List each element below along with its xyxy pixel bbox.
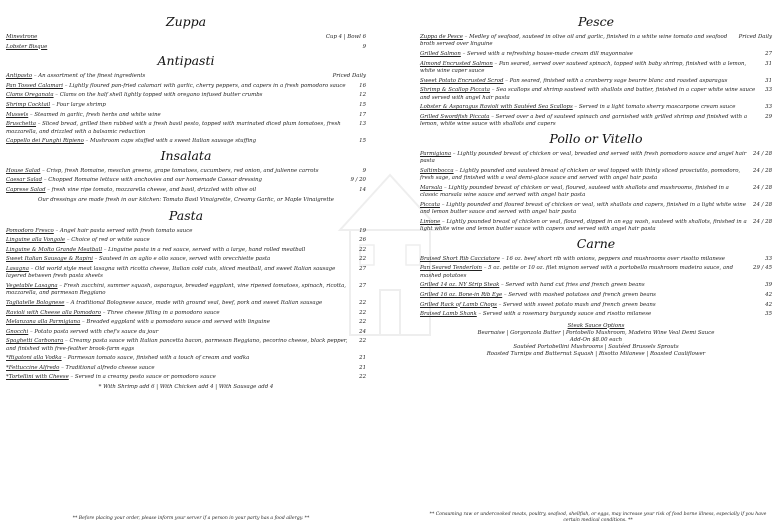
menu-item-row xyxy=(6,237,366,244)
section-heading-carne: Carne xyxy=(576,235,616,251)
menu-item xyxy=(6,374,366,381)
menu-item-price: 35 xyxy=(765,311,772,318)
menu-item-row xyxy=(6,256,366,263)
menu-item-price: 22 xyxy=(359,309,366,316)
steak-sauce-and-sides xyxy=(420,323,772,359)
menu-item-name: Tagliatelle Bolognese xyxy=(6,299,65,306)
section-heading-zuppa: Zuppa xyxy=(165,14,207,29)
menu-item-name: Sweet Italian Sausage & Rapini xyxy=(6,256,93,263)
menu-item-price: 31 xyxy=(765,60,772,67)
menu-item-row xyxy=(6,187,366,194)
menu-item-row xyxy=(420,311,772,318)
menu-item-name: Linguine & Molto Grande Meatball xyxy=(6,246,103,253)
menu-item-description: – Linguine pasta in a red sauce, served with a large, hand rolled meatball xyxy=(102,246,306,253)
menu-item xyxy=(420,265,772,280)
menu-item xyxy=(6,256,366,263)
menu-item-description: – Lightly pounded and sauteed breast of chicken or veal topped with thinly sliced prosciutto, pomodoro, fresh sage, and finished with a veal demi-glace sauce and served with angel hair pasta xyxy=(420,167,741,182)
menu-item-name: Cappello dei Funghi Ripieno xyxy=(6,138,84,145)
menu-item-text xyxy=(420,151,747,166)
menu-item-name: Minestrone xyxy=(6,34,38,40)
menu-item-name: Linguine alla Vongole xyxy=(6,237,66,244)
menu-item-row xyxy=(6,329,366,336)
menu-item xyxy=(6,247,366,254)
menu-item-text xyxy=(6,92,353,99)
menu-item-name: Marsala xyxy=(420,184,443,191)
menu-item-description: – Sea scallops and shrimp sauteed with shallots and butter, finished in a caper white wine sauce and served with angel hair pasta xyxy=(420,87,756,101)
menu-item-text xyxy=(6,247,353,254)
menu-item-price: 33 xyxy=(765,255,772,262)
menu-item xyxy=(6,83,366,90)
section-heading-pasta: Pasta xyxy=(168,207,204,223)
menu-item-row xyxy=(420,78,772,85)
menu-item xyxy=(6,34,366,41)
menu-item-price: 27 xyxy=(765,51,772,57)
menu-item-name: *Rigatoni alla Vodka xyxy=(6,355,62,362)
menu-item xyxy=(420,78,772,85)
menu-item xyxy=(6,329,366,336)
menu-item-price: 27 xyxy=(359,282,366,289)
menu-item-description: – Medley of seafood, sauteed in olive oil and garlic, finished in a white wine tomato and seafood broth served over linguine xyxy=(420,34,728,48)
menu-item xyxy=(420,185,772,200)
menu-item xyxy=(6,237,366,244)
menu-item-price: 22 xyxy=(359,319,366,326)
menu-item-row xyxy=(6,228,366,235)
menu-item-price: 27 xyxy=(359,265,366,272)
menu-item-text xyxy=(6,355,353,362)
menu-item xyxy=(420,51,772,58)
menu-item-row xyxy=(420,34,772,49)
menu-item-name: Braised Short Rib Cacciatore xyxy=(420,255,500,262)
menu-item-row xyxy=(420,185,772,200)
menu-item-price: Priced Daily xyxy=(332,73,366,80)
menu-item-name: Sweet Potato Encrusted Scrod xyxy=(420,77,504,84)
menu-item-description: – Sliced bread, grilled then rubbed with a fresh basil pesto, topped with marinated diced plum tomatoes, fresh mozzarella, and drizzled with a balsamic reduction xyxy=(6,121,341,135)
menu-item-row xyxy=(6,247,366,254)
menu-item-description: – Served with mashed potatoes and french green beans xyxy=(502,291,656,298)
menu-item-row xyxy=(6,338,366,353)
menu-item-name: Bruschetta xyxy=(6,121,37,128)
menu-item-text xyxy=(420,87,759,102)
menu-item-description: – Creamy pasta sauce with Italian pancetta bacon, parmesan Reggiano, pecorino cheese, black pepper, and finished with free-feather brook-farm eggs xyxy=(6,338,348,352)
menu-item-description: – An assortment of the finest ingredients xyxy=(32,73,146,80)
menu-item-name: Almond Encrusted Salmon xyxy=(420,60,493,67)
section-note: Our dressings are made fresh in our kitchen: Tomato Basil Vinaigrette, Creamy Garlic, or Maple Vinaigrette xyxy=(38,196,334,203)
menu-item-text xyxy=(6,300,353,307)
menu-item-name: Gnocchi xyxy=(6,328,29,335)
side-options-line: Roasted Turnips and Butternut Squash | Risotto Milanese | Roasted Cauliflower xyxy=(486,351,706,358)
menu-item-text xyxy=(420,104,759,111)
section-heading-antipasti: Antipasti xyxy=(157,53,215,69)
menu-item-text xyxy=(420,114,759,129)
menu-item xyxy=(6,228,366,235)
menu-item-row xyxy=(6,102,366,109)
menu-item-text xyxy=(420,34,733,49)
menu-item-text xyxy=(6,338,353,353)
menu-item-row xyxy=(420,51,772,58)
menu-item-name: Grilled Rack of Lamb Chops xyxy=(420,301,497,308)
menu-item-price: 9 xyxy=(362,43,366,50)
menu-item-price: 22 xyxy=(359,299,366,306)
menu-item xyxy=(6,355,366,362)
menu-item-row xyxy=(6,44,366,51)
menu-item-price: Priced Daily xyxy=(738,34,772,40)
menu-item-row xyxy=(420,168,772,183)
menu-item-row xyxy=(420,265,772,280)
steak-sauce-title: Steak Sauce Options xyxy=(567,322,625,329)
menu-item-row xyxy=(6,177,366,184)
menu-item-description: – Traditional alfredo cheese sauce xyxy=(59,364,155,371)
allergy-footer: ** Before placing your order, please inform your server if a person in your party has a food allergy. ** xyxy=(72,516,310,521)
menu-item-price: 22 xyxy=(359,374,366,381)
side-options-line: Sautéed Portobellini Mushrooms | Sautéed Brussels Sprouts xyxy=(513,344,679,351)
menu-item xyxy=(6,177,366,184)
menu-item-description: – Chopped Romaine lettuce with anchovies and our homemade Caesar dressing xyxy=(42,177,263,184)
menu-item-description: – Choice of red or white sauce xyxy=(65,237,150,244)
menu-item-name: Shrimp Cocktail xyxy=(6,101,51,108)
menu-item-text xyxy=(6,256,353,263)
menu-item-description: – Angel hair pasta served with fresh tomato sauce xyxy=(53,227,193,234)
section-heading-pesce: Pesce xyxy=(577,14,615,29)
menu-item xyxy=(420,168,772,183)
menu-item-row xyxy=(6,121,366,136)
menu-item-name: Mussels xyxy=(6,111,29,118)
menu-item-description: – Lightly pounded breast of chicken or veal, floured, sauteed with shallots and mushrooms, finished in a classic marsala wine sauce and served with angel hair pasta xyxy=(420,184,729,199)
menu-item-row xyxy=(420,256,772,263)
menu-item-row xyxy=(6,266,366,281)
menu-item-row xyxy=(420,202,772,217)
menu-item-text xyxy=(420,78,759,85)
menu-item-price: 39 xyxy=(765,282,772,289)
menu-item-row xyxy=(6,83,366,90)
menu-item-text xyxy=(6,177,344,184)
menu-item-price: 29 / 45 xyxy=(753,265,772,272)
menu-item-price: 21 xyxy=(359,364,366,371)
menu-item-price: 21 xyxy=(359,355,366,362)
menu-item-text xyxy=(6,168,357,175)
menu-item-description: – Served with hand cut fries and french green beans xyxy=(499,282,645,289)
menu-item-description: – Lightly pounded and floured breast of chicken or veal, with shallots and capers, finished in a light white wine and lemon butter sauce and served with angel hair pasta xyxy=(420,201,746,216)
right-column xyxy=(420,14,772,359)
menu-item-text xyxy=(6,121,353,136)
menu-item xyxy=(6,102,366,109)
menu-item-description: – Parmesan tomato sauce, finished with a touch of cream and vodka xyxy=(61,355,250,362)
menu-item-name: Melanzana alla Parmigiana xyxy=(6,319,81,326)
menu-item-price: 42 xyxy=(765,291,772,298)
menu-item-description: – Lightly pounded breast of chicken or veal, floured, dipped in an egg wash, sauteed with shallots, finished in a light white wine and lemon butter sauce with capers and served with angel hair pasta xyxy=(420,218,747,233)
menu-item-row xyxy=(420,104,772,111)
menu-item-text xyxy=(420,311,759,318)
menu-item-price: 15 xyxy=(359,101,366,108)
left-column xyxy=(6,14,366,395)
menu-item xyxy=(6,92,366,99)
menu-item-row xyxy=(420,282,772,289)
menu-item-description: – Pan seared, served over sauteed spinach, topped with baby shrimp, finished with a lemon, white wine caper sauce xyxy=(420,60,747,74)
menu-item-description: – Served with a rosemary burgundy sauce and risotto milanese xyxy=(476,311,652,318)
menu-item-name: *Tortellini with Cheese xyxy=(6,374,69,381)
menu-item-price: 15 xyxy=(359,138,366,145)
menu-item-text xyxy=(420,168,747,183)
menu-item-name: Braised Lamb Shank xyxy=(420,311,477,318)
menu-item-text xyxy=(6,228,353,235)
menu-item-text xyxy=(6,266,353,281)
menu-item-name: Grilled 14 oz. NY Strip Steak xyxy=(420,282,500,289)
menu-item-description: – Mushroom caps stuffed with a sweet Italian sausage stuffing xyxy=(83,138,257,145)
menu-item-text xyxy=(420,219,747,234)
menu-item-row xyxy=(420,219,772,234)
menu-item-price: 24 / 28 xyxy=(753,167,772,174)
menu-item-price: 24 xyxy=(359,328,366,335)
menu-item-description: – Pan seared, finished with a cranberry sage beurre blanc and roasted asparagus xyxy=(503,77,728,84)
menu-item-row xyxy=(6,355,366,362)
menu-item-text xyxy=(420,265,747,280)
menu-item xyxy=(6,121,366,136)
menu-item-row xyxy=(6,92,366,99)
menu-item-name: Spaghetti Carbonara xyxy=(6,338,64,345)
menu-item-description: – Sauteed in an aglio e olio sauce, served with orecchiette pasta xyxy=(92,256,271,263)
menu-item-text xyxy=(420,282,759,289)
menu-item-text xyxy=(6,73,327,80)
menu-item xyxy=(6,112,366,119)
menu-item-text xyxy=(6,187,353,194)
menu-item-description: – 16 oz. beef short rib with onions, peppers and mushrooms over risotto milanese xyxy=(499,255,725,262)
menu-item-price: 24 / 28 xyxy=(753,184,772,191)
menu-item-text xyxy=(6,283,353,298)
menu-item-description: – Three cheese filling in a pomodoro sauce xyxy=(101,309,220,316)
menu-item-price: 33 xyxy=(765,87,772,94)
menu-item xyxy=(420,61,772,76)
menu-item-name: Zuppa de Pesce xyxy=(420,34,463,40)
menu-item-price: 9 xyxy=(362,167,366,174)
menu-item-price: 31 xyxy=(765,77,772,84)
menu-item xyxy=(420,34,772,49)
menu-item xyxy=(6,338,366,353)
menu-item-row xyxy=(420,87,772,102)
menu-item-description: – Served with sweet potato mash and french green beans xyxy=(496,301,656,308)
section-note: * With Shrimp add 6 | With Chicken add 4 | With Sausage add 4 xyxy=(98,384,274,391)
menu-item-description: – Clams on the half shell lightly topped with oregano infused butter crumbs xyxy=(53,92,263,99)
menu-item-row xyxy=(6,283,366,298)
menu-item-text xyxy=(420,292,759,299)
menu-item xyxy=(6,319,366,326)
menu-item xyxy=(6,138,366,145)
menu-item-name: Caesar Salad xyxy=(6,177,43,184)
menu-item-price: 24 / 28 xyxy=(753,218,772,225)
menu-item-row xyxy=(6,168,366,175)
menu-item-name: Grilled Swordfish Piccata xyxy=(420,113,490,120)
menu-item xyxy=(420,311,772,318)
menu-item-name: Antipasto xyxy=(6,73,33,80)
menu-item-row xyxy=(6,374,366,381)
menu-item-text xyxy=(6,102,353,109)
menu-item-row xyxy=(420,302,772,309)
menu-item xyxy=(420,104,772,111)
menu-item-text xyxy=(6,319,353,326)
menu-item-description: – Served in a light tomato sherry mascarpone cream sauce xyxy=(572,104,736,111)
raw-food-footer: ** Consuming raw or undercooked meats, poultry, seafood, shellfish, or eggs, may increase your risk of food borne illness, especially if you have certain medical conditions. ** xyxy=(429,512,767,523)
menu-item-name: Grilled Salmon xyxy=(420,51,461,57)
menu-item-description: – Crisp, fresh Romaine, mesclun greens, grape tomatoes, cucumbers, red onion, and julienne carrots xyxy=(40,167,319,174)
menu-item-row xyxy=(6,73,366,80)
menu-item-price: 16 xyxy=(359,82,366,89)
menu-item-row xyxy=(420,61,772,76)
menu-item-name: Shrimp & Scallop Piccata xyxy=(420,87,491,94)
menu-item-text xyxy=(420,51,759,58)
menu-item-text xyxy=(6,329,353,336)
menu-item xyxy=(6,300,366,307)
menu-item-text xyxy=(6,83,353,90)
menu-item-row xyxy=(6,319,366,326)
menu-item-description: – fresh vine ripe tomato, mozzarella cheese, and basil, drizzled with olive oil xyxy=(45,186,257,193)
menu-item-description: – Served in a creamy pesto sauce or pomodoro sauce xyxy=(68,374,216,381)
menu-item-price: Cup 4 | Bowl 6 xyxy=(325,34,366,40)
menu-item xyxy=(6,365,366,372)
menu-item-row xyxy=(420,292,772,299)
add-on-price: Add-On $8.00 each xyxy=(569,336,623,343)
menu-item-description: – Served over a bed of sauteed spinach and garnished with grilled shrimp and finished with a lemon, white wine sauce with shallots and capers xyxy=(420,113,748,128)
menu-item xyxy=(420,256,772,263)
menu-item-row xyxy=(420,151,772,166)
menu-item xyxy=(420,114,772,129)
menu-item-description: – Breaded eggplant with a pomodoro sauce and served with linguine xyxy=(80,319,270,326)
menu-item-description: – Fresh zucchini, summer squash, asparagus, breaded eggplant, vine ripened tomatoes, spinach, ricotta, mozzarella, and parmesan Reggiano xyxy=(6,282,347,297)
menu-item-name: Grilled 16 oz. Bone-in Rib Eye xyxy=(420,291,503,298)
menu-item-description: – Steamed in garlic, fresh herbs and white wine xyxy=(28,111,161,118)
menu-item xyxy=(6,44,366,51)
section-heading-insalata: Insalata xyxy=(160,147,212,163)
menu-item xyxy=(420,202,772,217)
menu-item-text xyxy=(420,202,747,217)
menu-item xyxy=(420,302,772,309)
menu-item-row xyxy=(6,365,366,372)
menu-item-name: Vegetable Lasagna xyxy=(6,282,58,289)
menu-item-description: – Served with a refreshing house-made cream dill mayonnaise xyxy=(460,51,633,57)
menu-item-name: Lobster Bisque xyxy=(6,43,48,50)
menu-item-text xyxy=(420,185,747,200)
menu-item-row xyxy=(6,300,366,307)
menu-item-price: 22 xyxy=(359,246,366,253)
menu-item-description: – 5 oz. petite or 10 oz. filet mignon served with a portobello mushroom madeira sauce, and mashed potatoes xyxy=(420,265,734,279)
menu-item-text xyxy=(6,112,353,119)
menu-item-text xyxy=(420,256,759,263)
menu-item xyxy=(420,87,772,102)
menu-item-name: Lobster & Asparagus Ravioli with Sautéed Sea Scallops xyxy=(420,104,573,111)
menu-item-name: Limone xyxy=(420,218,441,225)
menu-item xyxy=(6,168,366,175)
menu-item-text xyxy=(6,365,353,372)
menu-item-row xyxy=(420,114,772,129)
menu-item xyxy=(420,282,772,289)
menu-item-name: Saltimbocca xyxy=(420,167,454,174)
menu-item-name: House Salad xyxy=(6,167,41,174)
section-heading-pollo-or-vitello: Pollo or Vitello xyxy=(549,130,643,146)
menu-item-text xyxy=(6,374,353,381)
menu-item-price: 22 xyxy=(359,338,366,345)
menu-item-text xyxy=(6,310,353,317)
menu-item-price: 22 xyxy=(359,256,366,263)
menu-item-description: – Potato pasta served with chef's sauce du jour xyxy=(28,328,159,335)
menu-item-name: *Fettuccine Alfredo xyxy=(6,364,60,371)
menu-item-price: 13 xyxy=(359,121,366,128)
menu-item-text xyxy=(6,138,353,145)
menu-item-name: Pan Tossed Calamari xyxy=(6,82,63,89)
menu-item-text xyxy=(6,237,353,244)
menu-item xyxy=(420,151,772,166)
menu-item-description: – Four large shrimp xyxy=(50,101,106,108)
menu-item xyxy=(420,219,772,234)
menu-item-row xyxy=(6,138,366,145)
menu-item-text xyxy=(6,44,357,51)
menu-item-description: – A traditional Bolognese sauce, made with ground veal, beef, pork and sweet Italian sausage xyxy=(64,299,323,306)
menu-item-description: – Lightly floured pan-fried calamari with garlic, cherry peppers, and capers in a fresh pomodoro sauce xyxy=(63,82,346,89)
menu-item xyxy=(6,187,366,194)
menu-item xyxy=(6,283,366,298)
menu-item-name: Ravioli with Cheese alla Pomodoro xyxy=(6,309,102,316)
menu-item xyxy=(6,73,366,80)
menu-item-text xyxy=(6,34,320,41)
menu-item-name: Pomodoro Fresco xyxy=(6,227,54,234)
menu-item-price: 29 xyxy=(765,113,772,120)
menu-item xyxy=(6,266,366,281)
menu-item-price: 17 xyxy=(359,111,366,118)
menu-item-price: 9 / 20 xyxy=(350,177,366,184)
menu-item-name: Pan Seared Tenderloin xyxy=(420,265,483,272)
menu-item xyxy=(6,310,366,317)
menu-item-price: 24 / 28 xyxy=(753,201,772,208)
menu-item-name: Parmigiana xyxy=(420,150,452,157)
menu-item-row xyxy=(6,112,366,119)
menu-item-name: Caprese Salad xyxy=(6,186,46,193)
menu-item-text xyxy=(420,302,759,309)
menu-item-price: 42 xyxy=(765,301,772,308)
menu-item-price: 12 xyxy=(359,92,366,99)
menu-item-price: 26 xyxy=(359,237,366,244)
menu-item-price: 24 / 28 xyxy=(753,150,772,157)
steak-sauce-options: Bearnaise | Gorgonzola Butter | Portobello Mushroom, Madeira Wine Veal Demi Sauce xyxy=(477,329,715,336)
menu-item-row xyxy=(6,34,366,41)
menu-item-name: Lasagna xyxy=(6,265,29,272)
menu-item-price: 14 xyxy=(359,186,366,193)
menu-item-description: – Old world style meat lasagna with ricotta cheese, Italian cold cuts, sliced meatball, and sweet Italian sausage layered between fresh pasta sheets xyxy=(6,265,336,280)
menu-item xyxy=(420,292,772,299)
menu-item-name: Piccata xyxy=(420,201,440,208)
menu-item-row xyxy=(6,310,366,317)
menu-item-price: 33 xyxy=(765,104,772,111)
menu-item-text xyxy=(420,61,759,76)
menu-item-name: Clams Oreganata xyxy=(6,92,54,99)
menu-item-description: – Lightly pounded breast of chicken or veal, breaded and served with fresh pomodoro sauce and angel hair pasta xyxy=(420,150,747,165)
menu-item-price: 19 xyxy=(359,227,366,234)
